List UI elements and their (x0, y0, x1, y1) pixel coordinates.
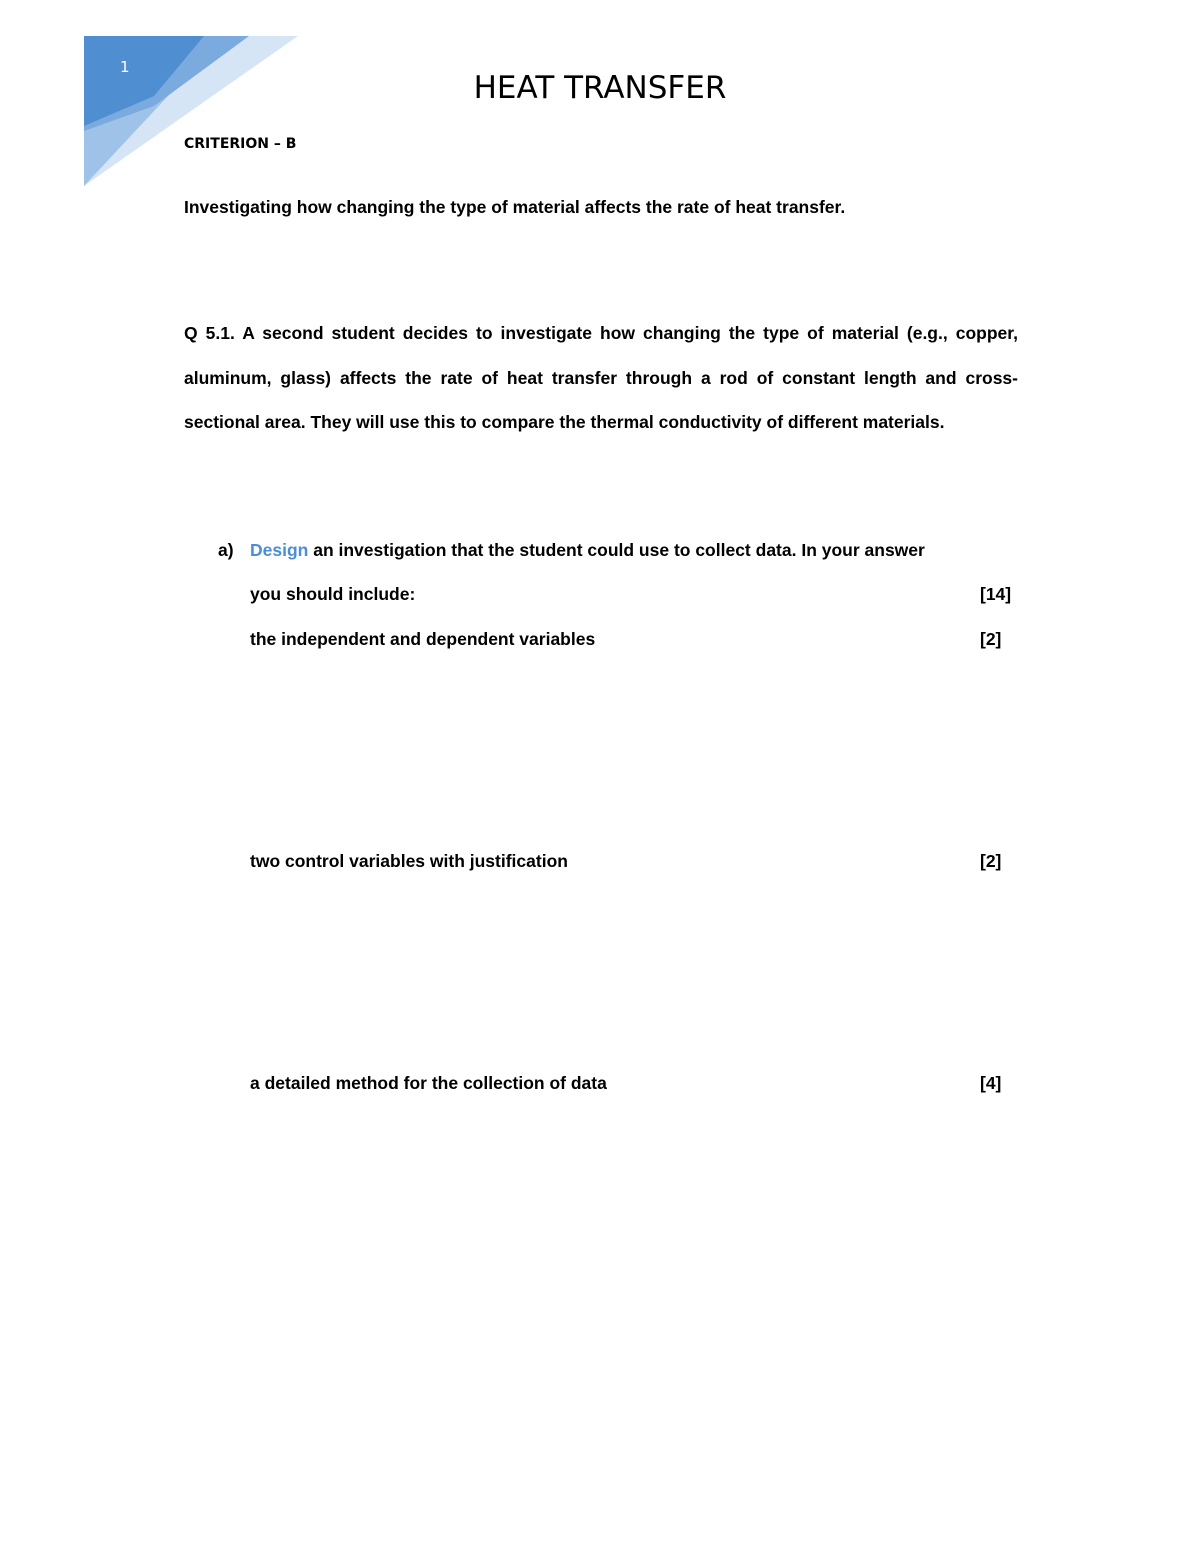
requirement-marks: [2] (980, 851, 1002, 871)
part-a-prompt-line1: an investigation that the student could use to collect data. In your answer (308, 540, 925, 560)
criterion-label: CRITERION – B (184, 136, 297, 152)
requirement-item: the independent and dependent variables (250, 629, 596, 649)
question-text: Q 5.1. A second student decides to investigate how changing the type of material (e.g., copper, aluminum, glass) affects the rate of heat transfer through a rod of constant length and cross-sectional area. They will use this to compare the thermal conductivity of different materials. (184, 323, 1018, 432)
corner-decoration (84, 36, 298, 186)
part-a-total-marks: [14] (980, 584, 1012, 604)
requirement-item: a detailed method for the collection of data (250, 1073, 607, 1093)
requirement-marks: [4] (980, 1073, 1002, 1093)
command-term: Design (250, 540, 309, 560)
investigation-aim: Investigating how changing the type of material affects the rate of heat transfer. (184, 197, 846, 217)
part-a-marker: a) (218, 540, 234, 560)
requirement-marks: [2] (980, 629, 1002, 649)
page-number: 1 (120, 58, 130, 76)
requirement-item: two control variables with justification (250, 851, 568, 871)
part-a-prompt (250, 537, 998, 563)
part-a-include-line: you should include: (250, 584, 416, 604)
page-title: HEAT TRANSFER (473, 70, 727, 106)
